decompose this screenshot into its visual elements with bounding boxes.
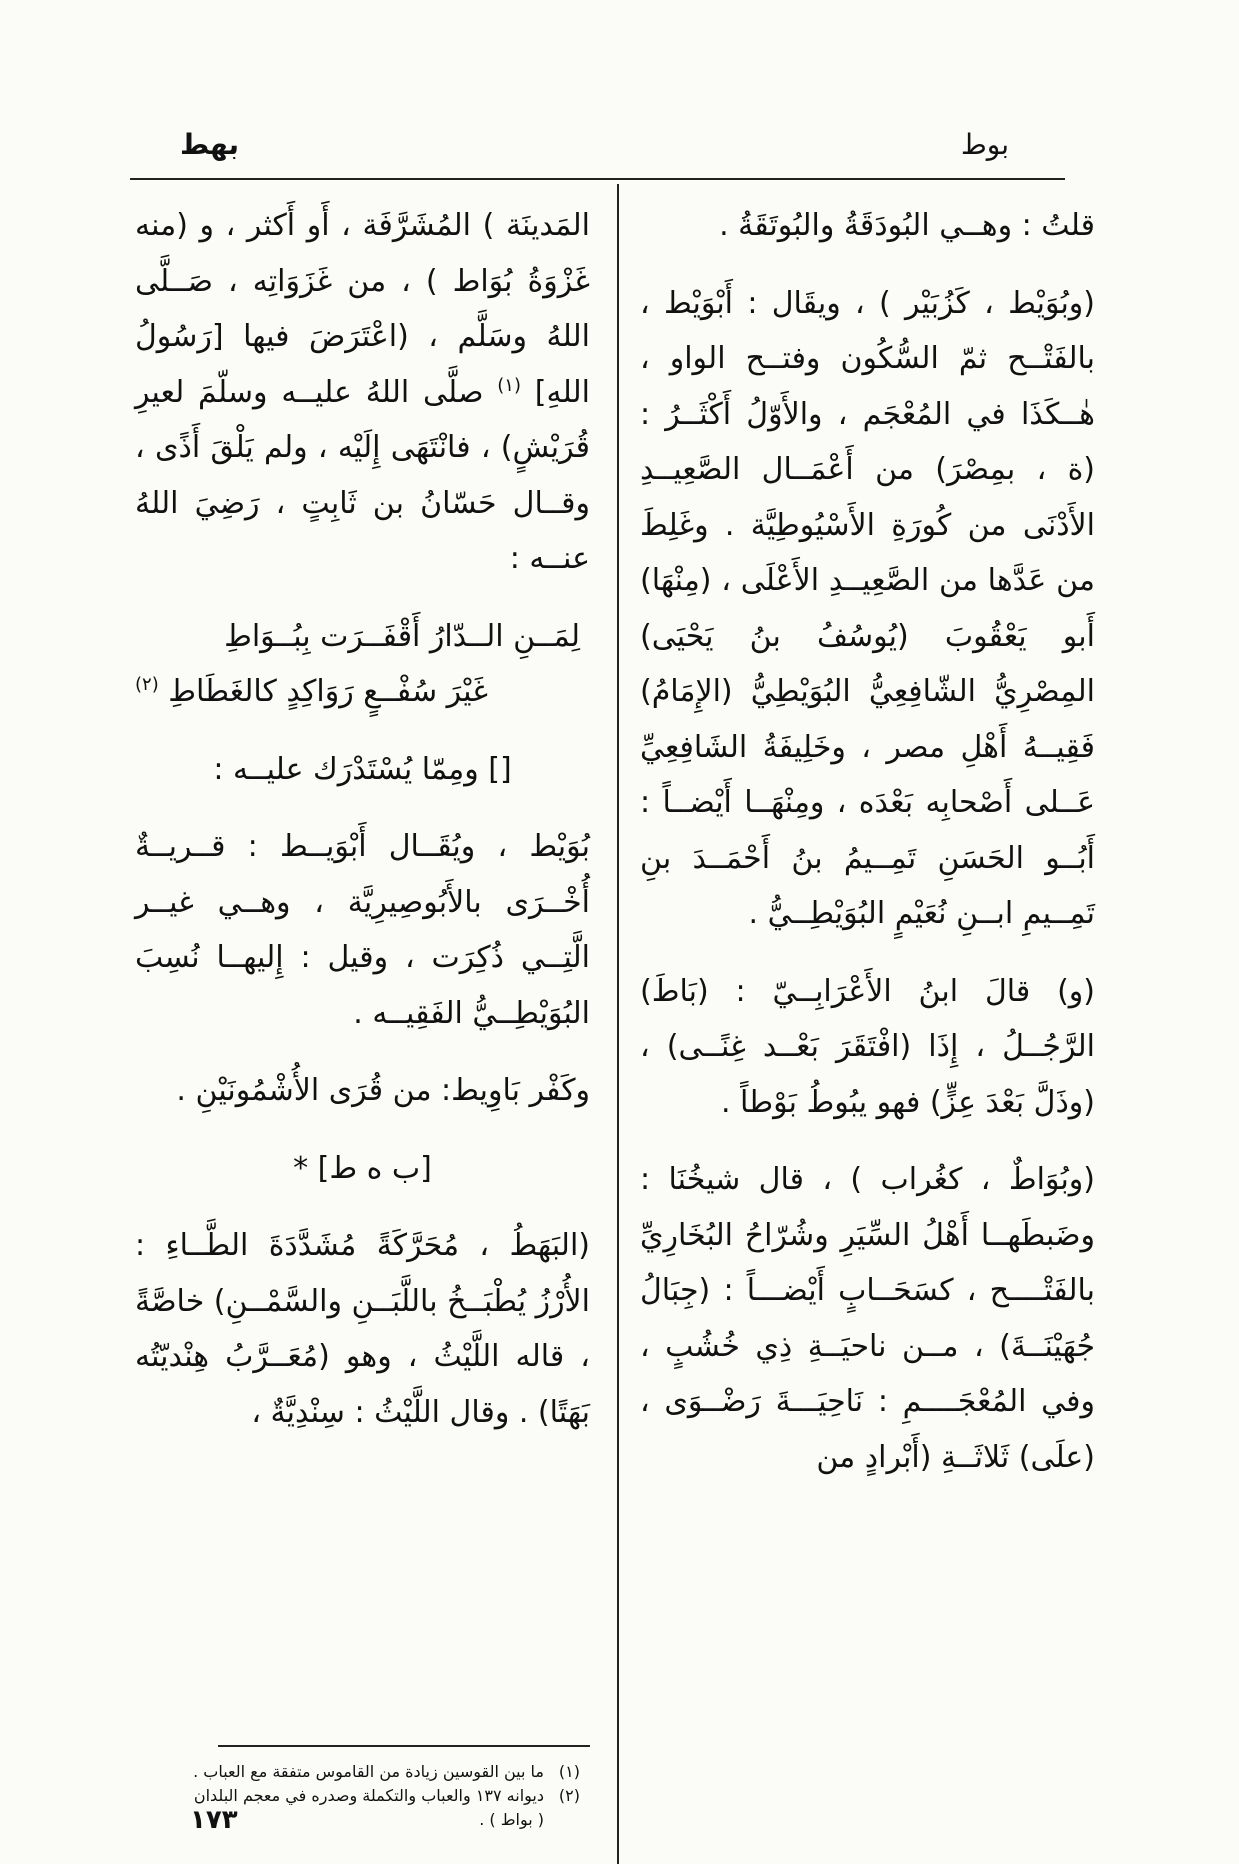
footnote-1-text: ما بين القوسين زيادة من القاموس متفقة مع العباب . bbox=[193, 1762, 544, 1781]
header-rule bbox=[130, 178, 1065, 180]
footnote-2-continuation: ( بواط ) . bbox=[479, 1810, 544, 1829]
column-divider bbox=[617, 184, 619, 1864]
right-para-1: قلتُ : وهــي البُودَقَةُ والبُوتَقَةُ . bbox=[719, 208, 1095, 243]
entry-heading: [ب ه ط] * bbox=[293, 1150, 432, 1186]
left-para-1-text: المَدينَة ) المُشَرَّفَة ، أَو أَكثر ، و (منه غَزْوَةُ بُوَاط ) ، من غَزَوَاتِه ، صَــلَّى اللهُ وسَلَّم ، (اعْتَرَضَ فيها [رَسُولُ اللهِ] bbox=[135, 208, 590, 410]
footnote-ref-1: (١) bbox=[497, 374, 521, 396]
footnote-2-number: (٢) bbox=[558, 1786, 580, 1805]
right-para-4: (وبُوَاطٌ ، كغُراب ) ، قال شيخُنَا : وضَبطَهــا أَهْلُ السِّيَرِ وشُرّاحُ البُخَارِيِّ بالفَتْــــح ، كسَحَــابٍ أَيْضـــاً : (جِبَالُ جُهَيْنَــةَ) ، مــن ناحيَــةِ ذِي خُشُبٍ ، وفي المُعْجَــــمِ : نَاحِيَـــةَ رَضْــوَى ، (علَى) ثَلاثَــةِ (أَبْرادٍ من bbox=[640, 1162, 1095, 1475]
running-header-right: بوط bbox=[960, 128, 1009, 161]
verse-line-2 bbox=[135, 664, 590, 720]
verse-line-2-text: غَيْرَ سُفْــعٍ رَوَاكِدٍ كالغَطَاطِ bbox=[168, 674, 488, 709]
footnote-2-text: ديوانه ١٣٧ والعباب والتكملة وصدره في معجم البلدان bbox=[193, 1786, 544, 1805]
page-number: ١٧٣ bbox=[190, 1805, 238, 1835]
left-column bbox=[135, 198, 590, 1440]
footnote-ref-2: (٢) bbox=[135, 674, 159, 695]
footnote-1 bbox=[135, 1760, 580, 1784]
footnote-rule bbox=[218, 1745, 590, 1747]
left-para-4: (البَهَطُ ، مُحَرَّكَةً مُشَدَّدَةَ الطَّــاءِ : الأُرْزُ يُطْبَــخُ باللَّبَــنِ والسَّمْــنِ) خاصَّةً ، قاله اللَّيْثُ ، وهو (مُعَــرَّبُ هِنْديّتُه بَهَتًا) . وقال اللَّيْثُ : سِنْدِيَّةٌ ، bbox=[135, 1228, 590, 1430]
mustadrak-heading: [] ومِمّا يُسْتَدْرَك عليــه : bbox=[213, 751, 512, 787]
running-header-left: بهط bbox=[180, 128, 239, 161]
verse-line-1: لِمَــنِ الــدّارُ أَقْفَــرَت بِبُــوَاطِ bbox=[224, 618, 580, 654]
right-para-3: (و) قالَ ابنُ الأَعْرَابِــيّ : (بَاطَ) الرَّجُــلُ ، إِذَا (افْتَقَرَ بَعْــد غِنًــى) ، (وذَلَّ بَعْدَ عِزٍّ) فهو يبُوطُ بَوْطاً . bbox=[640, 973, 1095, 1120]
right-column bbox=[640, 198, 1095, 1485]
left-para-1 bbox=[135, 198, 590, 587]
left-para-2: بُوَيْط ، ويُقَــال أَبْوَيــط : قــريــةٌ أُخْــرَى بالأَبُوصِيرِيَّة ، وهــي غيــر الَّتِــي ذُكِرَت ، وقيل : إِليهــا نُسِبَ البُوَيْطِــيُّ الفَقِيــه . bbox=[135, 829, 590, 1031]
footnote-1-number: (١) bbox=[558, 1762, 580, 1781]
right-para-2: (وبُوَيْط ، كَزُبَيْر ) ، ويقَال : أَبْوَيْط ، بالفَتْــح ثمّ السُّكُون وفتــح الواو ، هٰــكَذَا في المُعْجَم ، والأَوّلُ أَكْثَــرُ : (ة ، بمِصْرَ) من أَعْمَــال الصَّعِيــدِ الأَدْنَى من كُورَةِ الأَسْيُوطِيَّة . وغَلِطَ من عَدَّها من الصَّعِيــدِ الأَعْلَى ، (مِنْهَا) أَبو يَعْقُوبَ (يُوسُفُ بنُ يَحْيَى) المِصْرِيُّ الشّافِعِيُّ البُوَيْطِيُّ (الإِمَامُ) فَقِيــهُ أَهْلِ مصر ، وخَلِيفَةُ الشَافِعِيِّ عَــلى أَصْحابِه بَعْدَه ، ومِنْهَــا أَيْضــاً : أَبُــو الحَسَنِ تَمِــيمُ بنُ أَحْمَــدَ بنِ تَمِــيمِ ابــنِ نُعَيْمٍ البُوَيْطِــيُّ . bbox=[640, 285, 1095, 931]
left-para-1b-text: صلَّى اللهُ عليــه وسلّمَ لعيرِ قُرَيْشٍ) ، فانْتَهَى إِلَيْه ، ولم يَلْقَ أَذًى ، وقــال حَسّانُ بن ثَابِتٍ ، رَضِيَ اللهُ عنــه : bbox=[135, 374, 590, 576]
left-para-3: وكَفْر بَاوِيط: من قُرَى الأُشْمُونَيْنِ . bbox=[176, 1073, 590, 1108]
